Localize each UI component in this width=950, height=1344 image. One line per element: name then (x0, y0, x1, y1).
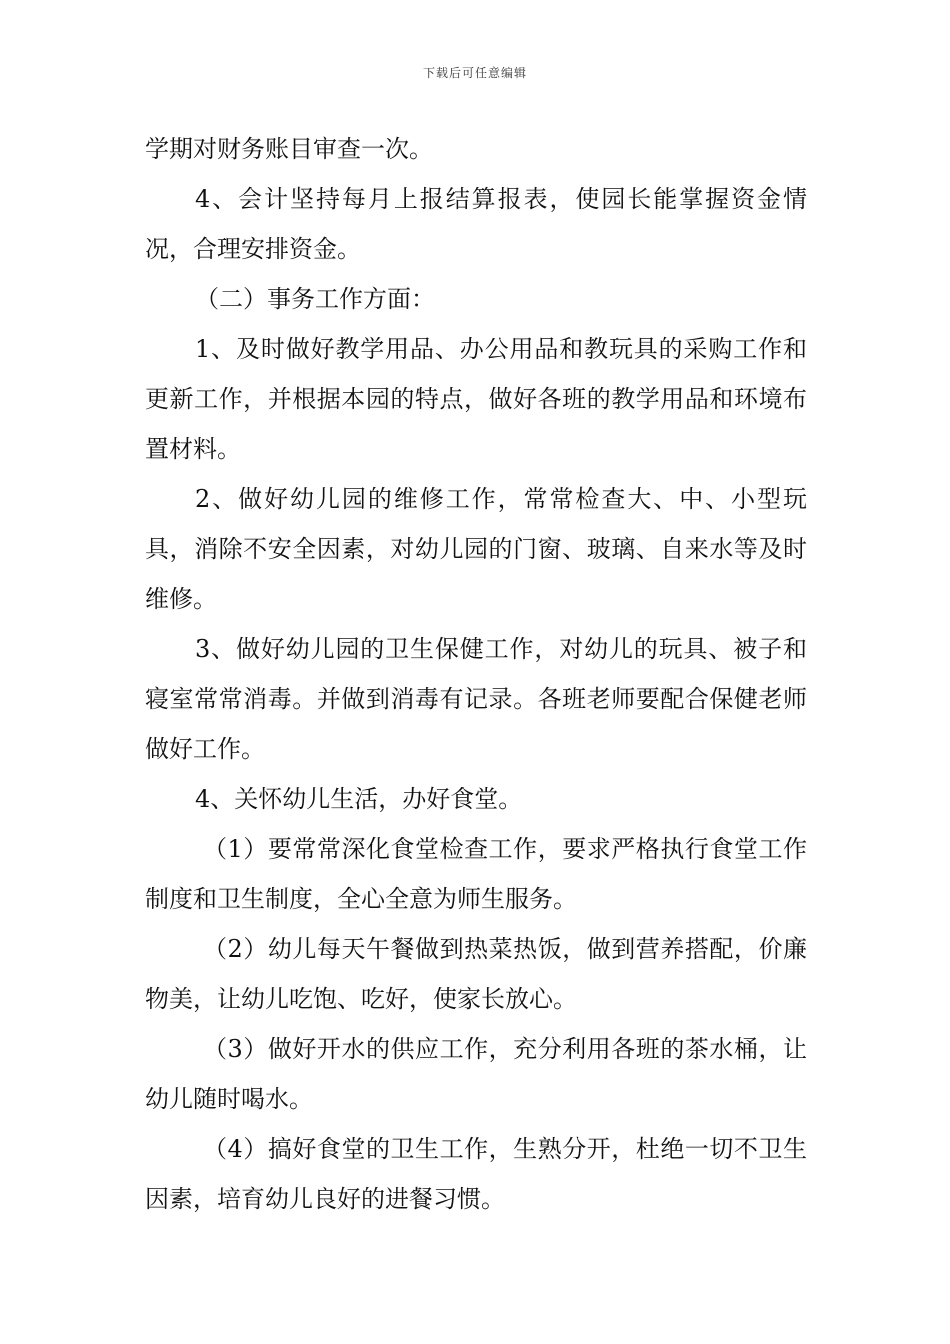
page-header-note: 下载后可任意编辑 (422, 66, 527, 80)
paragraph-subitem-4: （4）搞好食堂的卫生工作，生熟分开，杜绝一切不卫生因素，培育幼儿良好的进餐习惯。 (145, 1135, 807, 1213)
paragraph-affairs-item-2: 2、做好幼儿园的维修工作，常常检查大、中、小型玩具，消除不安全因素，对幼儿园的门窗、玻璃、自来水等及时维修。 (145, 485, 807, 613)
paragraph-subitem-2: （2）幼儿每天午餐做到热菜热饭，做到营养搭配，价廉物美，让幼儿吃饱、吃好，使家长放心。 (145, 935, 807, 1013)
paragraph-finance-item-4: 4、会计坚持每月上报结算报表，使园长能掌握资金情况，合理安排资金。 (145, 185, 807, 263)
paragraph-subitem-1: （1）要常常深化食堂检查工作，要求严格执行食堂工作制度和卫生制度，全心全意为师生服务。 (145, 835, 807, 913)
paragraph-continuation: 学期对财务账目审查一次。 (145, 135, 433, 163)
paragraph-affairs-item-1: 1、及时做好教学用品、办公用品和教玩具的采购工作和更新工作，并根据本园的特点，做好各班的教学用品和环境布置材料。 (145, 335, 807, 463)
paragraph-subitem-3: （3）做好开水的供应工作，充分利用各班的茶水桶，让幼儿随时喝水。 (145, 1035, 807, 1113)
paragraph-affairs-item-4: 4、关怀幼儿生活，办好食堂。 (195, 785, 523, 813)
paragraph-affairs-item-3: 3、做好幼儿园的卫生保健工作，对幼儿的玩具、被子和寝室常常消毒。并做到消毒有记录。各班老师要配合保健老师做好工作。 (145, 635, 807, 763)
section-heading-affairs: （二）事务工作方面： (195, 285, 435, 313)
document-body (145, 124, 807, 1224)
